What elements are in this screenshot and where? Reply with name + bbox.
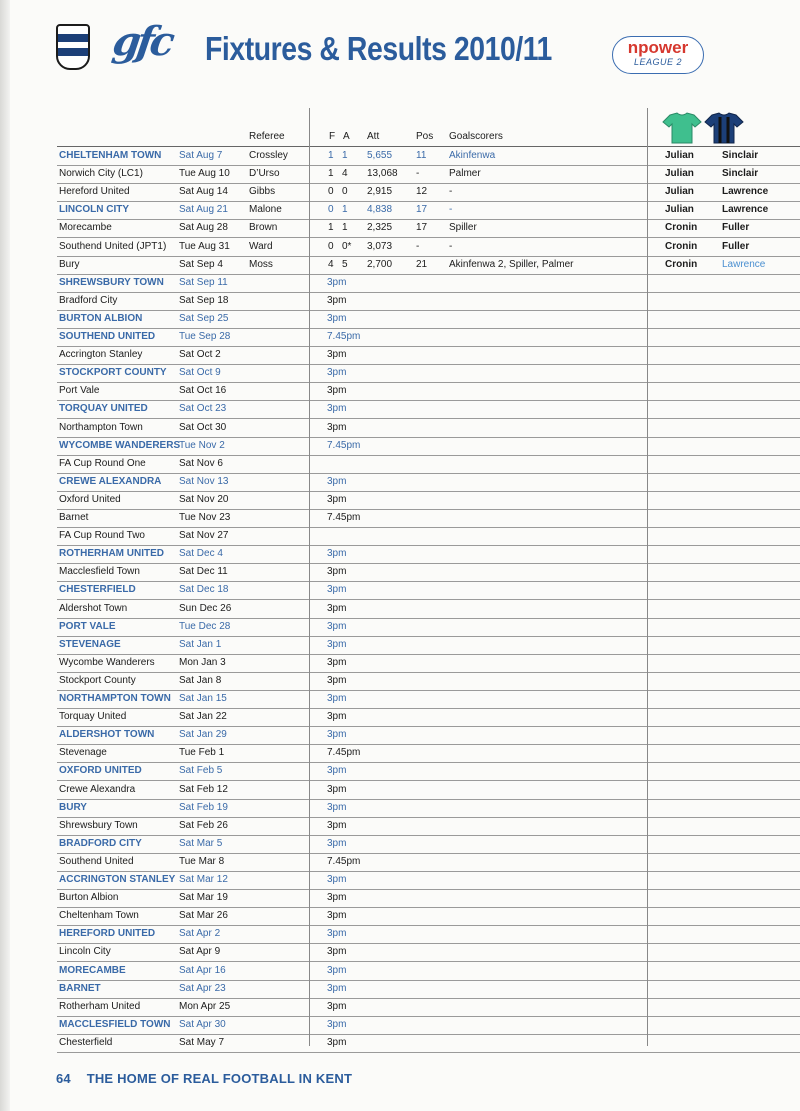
goals-against: 0* [342, 240, 352, 252]
table-row [57, 473, 800, 492]
opponent: Southend United (JPT1) [59, 240, 167, 252]
date: Sat Apr 23 [179, 982, 226, 994]
goalscorers: Akinfenwa 2, Spiller, Palmer [449, 258, 574, 270]
opponent: WYCOMBE WANDERERS [59, 439, 181, 451]
opponent: Northampton Town [59, 421, 143, 433]
table-row [57, 943, 800, 962]
opponent: Wycombe Wanderers [59, 656, 155, 668]
date: Sat May 7 [179, 1036, 225, 1048]
col-for: F [329, 131, 336, 142]
player-note: Fuller [722, 222, 750, 234]
referee: D’Urso [249, 168, 280, 180]
club-crest-icon [56, 24, 90, 70]
league-position: 12 [416, 186, 428, 198]
kick-off-time: 7.45pm [327, 439, 361, 451]
player-note: Fuller [722, 240, 750, 252]
goals-for: 0 [328, 204, 334, 216]
page-number: 64 [56, 1071, 71, 1086]
table-row [57, 581, 800, 600]
date: Sat Apr 9 [179, 946, 221, 958]
league-position: - [416, 240, 420, 252]
date: Mon Apr 25 [179, 1000, 231, 1012]
goalscorers: Spiller [449, 222, 477, 234]
table-row [57, 726, 800, 745]
league-sponsor-logo [612, 36, 704, 74]
opponent: Stockport County [59, 674, 136, 686]
table-row [57, 618, 800, 637]
kick-off-time: 3pm [327, 294, 347, 306]
opponent: Bradford City [59, 294, 118, 306]
table-row [57, 147, 800, 166]
opponent: Burton Albion [59, 892, 119, 904]
opponent: ALDERSHOT TOWN [59, 729, 155, 741]
kick-off-time: 3pm [327, 1018, 347, 1030]
table-row [57, 346, 800, 365]
page-title: Fixtures & Results 2010/11 [205, 30, 552, 67]
opponent: Stevenage [59, 747, 107, 759]
kick-off-time: 7.45pm [327, 855, 361, 867]
goals-for: 0 [328, 186, 334, 198]
opponent: TORQUAY UNITED [59, 403, 148, 415]
date: Sat Jan 15 [179, 693, 227, 704]
opponent: ROTHERHAM UNITED [59, 548, 164, 560]
opponent: Accrington Stanley [59, 349, 143, 361]
date: Sat Nov 13 [179, 475, 229, 487]
opponent: Lincoln City [59, 946, 111, 958]
date: Mon Jan 3 [179, 656, 226, 668]
date: Tue Dec 28 [179, 620, 231, 632]
table-row [57, 600, 800, 619]
kick-off-time: 3pm [327, 674, 347, 686]
table-row [57, 563, 800, 582]
table-row [57, 509, 800, 528]
kick-off-time: 3pm [327, 892, 347, 904]
kick-off-time: 3pm [327, 312, 347, 324]
kick-off-time: 3pm [327, 1000, 347, 1012]
kick-off-time: 3pm [327, 475, 347, 487]
date: Tue Nov 2 [179, 439, 225, 451]
date: Tue Mar 8 [179, 855, 225, 867]
goalkeeper: Julian [665, 168, 694, 180]
opponent: Chesterfield [59, 1036, 113, 1048]
goalkeeper: Julian [665, 186, 694, 198]
referee: Ward [249, 240, 273, 252]
kick-off-time: 3pm [327, 928, 347, 940]
table-row [57, 762, 800, 781]
table-row [57, 853, 800, 872]
date: Sat Jan 29 [179, 729, 227, 741]
goalkeeper: Cronin [665, 240, 698, 252]
kick-off-time: 3pm [327, 982, 347, 994]
kick-off-time: 3pm [327, 910, 347, 922]
date: Sat Jan 8 [179, 674, 222, 686]
opponent: MORECAMBE [59, 964, 126, 976]
table-row [57, 998, 800, 1017]
date: Tue Sep 28 [179, 331, 231, 342]
date: Tue Aug 31 [179, 240, 230, 252]
date: Sat Nov 6 [179, 457, 223, 469]
date: Sat Apr 2 [179, 928, 221, 940]
table-row [57, 672, 800, 691]
date: Sat Mar 5 [179, 837, 223, 849]
attendance: 3,073 [367, 240, 393, 252]
opponent: Oxford United [59, 493, 121, 505]
table-row [57, 835, 800, 854]
goals-against: 1 [342, 222, 348, 234]
kick-off-time: 3pm [327, 584, 347, 596]
goals-for: 0 [328, 240, 334, 252]
date: Sat Feb 19 [179, 801, 228, 813]
footer-tagline: THE HOME OF REAL FOOTBALL IN KENT [86, 1071, 353, 1086]
date: Tue Nov 23 [179, 512, 231, 523]
opponent: FA Cup Round Two [59, 530, 145, 542]
kick-off-time: 3pm [327, 765, 347, 777]
kick-off-time: 7.45pm [327, 747, 361, 759]
kick-off-time: 3pm [327, 602, 347, 614]
opponent: LINCOLN CITY [59, 204, 129, 216]
kick-off-time: 3pm [327, 801, 347, 813]
date: Sat Feb 12 [179, 783, 228, 795]
kick-off-time: 3pm [327, 638, 347, 650]
kick-off-time: 3pm [327, 385, 347, 397]
date: Sat Oct 30 [179, 421, 227, 433]
date: Sun Dec 26 [179, 602, 232, 614]
goalscorers: - [449, 204, 453, 216]
table-row [57, 437, 800, 456]
date: Sat Oct 16 [179, 385, 227, 397]
attendance: 2,700 [367, 258, 393, 270]
kick-off-time: 3pm [327, 367, 347, 379]
date: Sat Dec 11 [179, 566, 228, 578]
table-row [57, 400, 800, 419]
kick-off-time: 3pm [327, 548, 347, 560]
table-row [57, 256, 800, 275]
table-row [57, 690, 800, 709]
league-name: LEAGUE 2 [633, 57, 683, 67]
table-row [57, 708, 800, 727]
attendance: 4,838 [367, 204, 393, 216]
goalscorers: Palmer [449, 168, 481, 180]
column-divider [309, 108, 310, 1046]
kick-off-time: 3pm [327, 566, 347, 578]
table-row [57, 1034, 800, 1053]
goalscorers: - [449, 186, 453, 198]
kick-off-time: 3pm [327, 729, 347, 741]
col-goalscorers: Goalscorers [449, 131, 503, 142]
table-row [57, 907, 800, 926]
kick-off-time: 3pm [327, 276, 347, 288]
table-row [57, 419, 800, 438]
date: Sat Nov 27 [179, 530, 229, 542]
table-row [57, 455, 800, 474]
page-binding-edge [0, 0, 10, 1111]
date: Sat Apr 16 [179, 964, 226, 976]
opponent: Torquay United [59, 711, 127, 723]
table-row [57, 274, 800, 293]
date: Sat Aug 7 [179, 150, 223, 161]
opponent: OXFORD UNITED [59, 765, 142, 777]
goals-for: 1 [328, 222, 334, 234]
sponsor-name: npower [627, 38, 689, 57]
opponent: Crewe Alexandra [59, 783, 136, 795]
kick-off-time: 3pm [327, 493, 347, 505]
opponent: SOUTHEND UNITED [59, 331, 156, 342]
opponent: STOCKPORT COUNTY [59, 367, 167, 379]
goals-against: 0 [342, 186, 348, 198]
opponent: HEREFORD UNITED [59, 928, 156, 940]
table-row [57, 219, 800, 238]
col-attendance: Att [367, 131, 380, 142]
opponent: Aldershot Town [59, 602, 128, 614]
attendance: 5,655 [367, 150, 393, 161]
opponent: Port Vale [59, 385, 100, 397]
opponent: Morecambe [59, 222, 112, 234]
table-row [57, 310, 800, 329]
kick-off-time: 3pm [327, 837, 347, 849]
table-row [57, 527, 800, 546]
opponent: Shrewsbury Town [59, 819, 138, 831]
page-header [0, 0, 800, 100]
goalkeeper: Julian [665, 204, 694, 216]
league-position: 11 [416, 150, 427, 161]
col-referee: Referee [249, 131, 285, 142]
opponent: Cheltenham Town [59, 910, 139, 922]
opponent: STEVENAGE [59, 638, 121, 650]
date: Sat Mar 12 [179, 874, 228, 885]
opponent: CREWE ALEXANDRA [59, 475, 162, 487]
table-row [57, 636, 800, 655]
opponent: Bury [59, 258, 80, 270]
opponent: Rotherham United [59, 1000, 141, 1012]
league-position: 21 [416, 258, 428, 270]
table-row [57, 364, 800, 383]
date: Sat Nov 20 [179, 493, 229, 505]
table-row [57, 328, 800, 347]
kick-off-time: 3pm [327, 403, 347, 415]
opponent: Southend United [59, 855, 134, 867]
kick-off-time: 7.45pm [327, 512, 361, 523]
opponent: CHELTENHAM TOWN [59, 150, 162, 161]
date: Sat Aug 28 [179, 222, 228, 234]
date: Sat Jan 22 [179, 711, 227, 723]
col-position: Pos [416, 131, 434, 142]
date: Sat Aug 21 [179, 204, 228, 216]
kick-off-time: 3pm [327, 964, 347, 976]
opponent: BURY [59, 801, 87, 813]
goals-against: 1 [342, 204, 348, 216]
date: Sat Sep 18 [179, 294, 229, 306]
opponent: ACCRINGTON STANLEY [59, 874, 176, 885]
table-row [57, 817, 800, 836]
table-row [57, 980, 800, 999]
attendance: 2,915 [367, 186, 393, 198]
opponent: BARNET [59, 982, 101, 994]
goals-for: 1 [328, 150, 334, 161]
kick-off-time: 3pm [327, 421, 347, 433]
date: Sat Oct 23 [179, 403, 227, 415]
kick-off-time: 3pm [327, 946, 347, 958]
date: Tue Aug 10 [179, 168, 230, 180]
kick-off-time: 3pm [327, 711, 347, 723]
date: Sat Oct 2 [179, 349, 221, 361]
kick-off-time: 3pm [327, 620, 347, 632]
date: Sat Mar 26 [179, 910, 228, 922]
table-row [57, 654, 800, 673]
opponent: PORT VALE [59, 620, 116, 632]
date: Sat Mar 19 [179, 892, 228, 904]
date: Sat Dec 4 [179, 548, 223, 560]
club-logo: gfc [109, 18, 174, 65]
date: Sat Sep 25 [179, 312, 229, 324]
goals-for: 1 [328, 168, 334, 180]
date: Sat Aug 14 [179, 186, 228, 198]
league-position: - [416, 168, 420, 180]
table-row [57, 962, 800, 981]
player-note: Lawrence [722, 186, 769, 198]
table-row [57, 183, 800, 202]
table-row [57, 545, 800, 564]
opponent: Barnet [59, 512, 89, 523]
table-row [57, 889, 800, 908]
table-row [57, 292, 800, 311]
date: Sat Apr 30 [179, 1018, 226, 1030]
goals-for: 4 [328, 258, 334, 270]
col-against: A [343, 131, 350, 142]
player-note: Lawrence [722, 204, 769, 216]
opponent: SHREWSBURY TOWN [59, 276, 164, 288]
player-note: Sinclair [722, 168, 759, 180]
goalkeeper: Julian [665, 150, 694, 161]
kick-off-time: 3pm [327, 693, 347, 704]
table-row [57, 799, 800, 818]
kick-off-time: 3pm [327, 1036, 347, 1048]
kick-off-time: 3pm [327, 656, 347, 668]
date: Sat Feb 26 [179, 819, 228, 831]
attendance: 13,068 [367, 168, 398, 180]
date: Sat Dec 18 [179, 584, 229, 596]
player-note: Sinclair [722, 150, 759, 161]
opponent: BRADFORD CITY [59, 837, 142, 849]
page-footer [56, 1071, 352, 1086]
referee: Moss [249, 258, 273, 270]
goalscorers: Akinfenwa [449, 150, 496, 161]
player-note: Lawrence [722, 258, 766, 270]
table-row [57, 201, 800, 220]
table-row [57, 781, 800, 800]
date: Sat Feb 5 [179, 765, 223, 777]
referee: Crossley [249, 150, 288, 161]
attendance: 2,325 [367, 222, 393, 234]
goalkeeper: Cronin [665, 258, 698, 270]
opponent: Hereford United [59, 186, 130, 198]
goalkeeper: Cronin [665, 222, 698, 234]
opponent: Norwich City (LC1) [59, 168, 143, 180]
date: Sat Jan 1 [179, 638, 222, 650]
table-row [57, 871, 800, 890]
league-position: 17 [416, 204, 428, 216]
goalscorers: - [449, 240, 453, 252]
goals-against: 4 [342, 168, 348, 180]
opponent: FA Cup Round One [59, 457, 146, 469]
kick-off-time: 7.45pm [327, 331, 361, 342]
table-row [57, 382, 800, 401]
referee: Malone [249, 204, 282, 216]
opponent: MACCLESFIELD TOWN [59, 1018, 171, 1030]
table-row [57, 491, 800, 510]
date: Sat Sep 4 [179, 258, 223, 270]
table-row [57, 165, 800, 184]
date: Tue Feb 1 [179, 747, 225, 759]
kick-off-time: 3pm [327, 783, 347, 795]
referee: Brown [249, 222, 278, 234]
column-divider [647, 108, 648, 1046]
referee: Gibbs [249, 186, 276, 198]
table-row [57, 1016, 800, 1035]
opponent: NORTHAMPTON TOWN [59, 693, 171, 704]
kick-off-time: 3pm [327, 874, 347, 885]
date: Sat Oct 9 [179, 367, 221, 379]
table-row [57, 238, 800, 257]
goals-against: 5 [342, 258, 348, 270]
goals-against: 1 [342, 150, 348, 161]
table-row [57, 925, 800, 944]
table-row [57, 744, 800, 763]
kick-off-time: 3pm [327, 349, 347, 361]
table-header [57, 128, 800, 147]
opponent: Macclesfield Town [59, 566, 140, 578]
date: Sat Sep 11 [179, 276, 228, 288]
league-position: 17 [416, 222, 428, 234]
opponent: CHESTERFIELD [59, 584, 136, 596]
opponent: BURTON ALBION [59, 312, 143, 324]
kick-off-time: 3pm [327, 819, 347, 831]
